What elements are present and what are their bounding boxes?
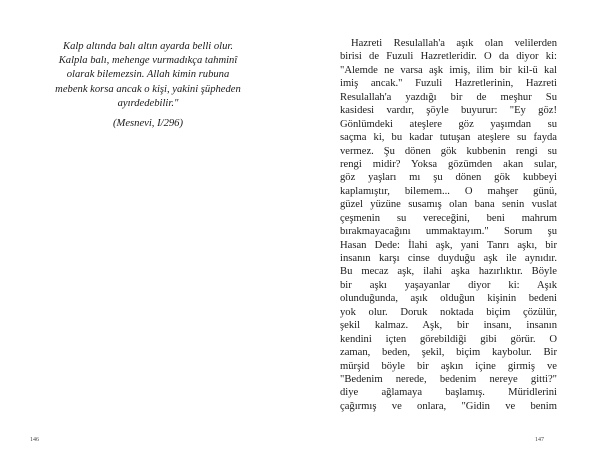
text-line: Resulallah'a yazdığı bir de meşhur Su (340, 91, 557, 103)
epigraph-line: ayırdedebilir." (117, 97, 179, 109)
text-line: Hasan Dede: İlahi aşk, yani Tanrı aşkı, bir (340, 239, 557, 251)
body-text (340, 37, 557, 413)
text-line: kasidesi vardır, şöyle buyurur: "Ey göz! (340, 105, 557, 117)
text-line: "Bedenim nerede, bedenim nereye gitti?" (340, 373, 557, 385)
text-line: güzel yüzüne susamış olan bana senin vuslat (340, 199, 557, 211)
text-line: çeşmenin su vereceğini, beni mahrum (340, 212, 557, 224)
text-line: Gönlümdeki ateşlere göz yaşımdan su (340, 118, 557, 130)
text-line: "Alemde ne varsa aşk imiş, ilim bir kil-ü kal (340, 64, 557, 76)
text-line: göz yaşları mı şu dönen gök kubbeyi (340, 172, 557, 184)
text-line: olunduğunda, aşık olduğun kişinin bedeni (340, 293, 557, 305)
text-line: kaplamıştır, bilemem... O mahşer günü, (340, 185, 557, 197)
epigraph-line: olarak bilemezsin. Allah kimin rubuna (66, 69, 230, 81)
text-line: imiş ancak." Fuzuli Hazretlerinin, Hazreti (340, 78, 557, 90)
epigraph-line: mebenk korsa ancak o kişi, yakini şüpheden (55, 83, 241, 95)
text-line: zaman, beden, şekil, biçim kaybolur. Bir (340, 347, 557, 359)
text-line: bir aşkı yaşayanlar diyor ki: Aşık (340, 279, 557, 291)
epigraph-quote (30, 40, 266, 131)
text-line: saçma ki, bu kadar tutuşan ateşlere su fayda (340, 132, 557, 144)
text-line: çağırmış ve onlara, "Gidin ve benim (340, 400, 557, 412)
page-number-right: 147 (535, 437, 544, 443)
text-line: insanın karşı cinse duyduğu aşk ile aynıdır. (340, 253, 557, 264)
text-line: Bu mecaz aşk, ilahi aşka hazırlıktır. Böyle (340, 266, 557, 278)
text-line: yok olur. Doruk noktada biçim çözülür, (340, 306, 557, 318)
epigraph-source: (Mesnevi, I/296) (112, 118, 183, 130)
page-number-left: 146 (30, 437, 39, 443)
epigraph-line: Kalp altında balı altın ayarda belli olur. (63, 41, 233, 52)
text-line: mürşid böyle bir aşkın içine girmiş ve (340, 360, 557, 372)
epigraph-line: Kalpla balı, mehenge vurmadıkça tahminî (58, 55, 238, 67)
text-line: birisi de Fuzuli Hazretleridir. O da diyor ki: (340, 51, 557, 63)
text-line: bırakmayacağını ummaktayım." Sorum şu (340, 226, 557, 238)
text-line: diye ağlamaya başlamış. Müridlerini (340, 387, 557, 399)
text-line: şekil kalmaz. Aşk, bir insanı, insanın (340, 320, 557, 332)
text-line: kendini içten görebildiği gibi görür. O (340, 333, 557, 345)
text-line: Hazreti Resulallah'a aşık olan velilerden (351, 38, 557, 49)
text-line: vermez. Şu dönen gök kubbenin rengi su (340, 145, 557, 157)
text-line: rengi midir? Yoksa gözümden akan sular, (340, 158, 557, 170)
right-page (300, 0, 600, 463)
